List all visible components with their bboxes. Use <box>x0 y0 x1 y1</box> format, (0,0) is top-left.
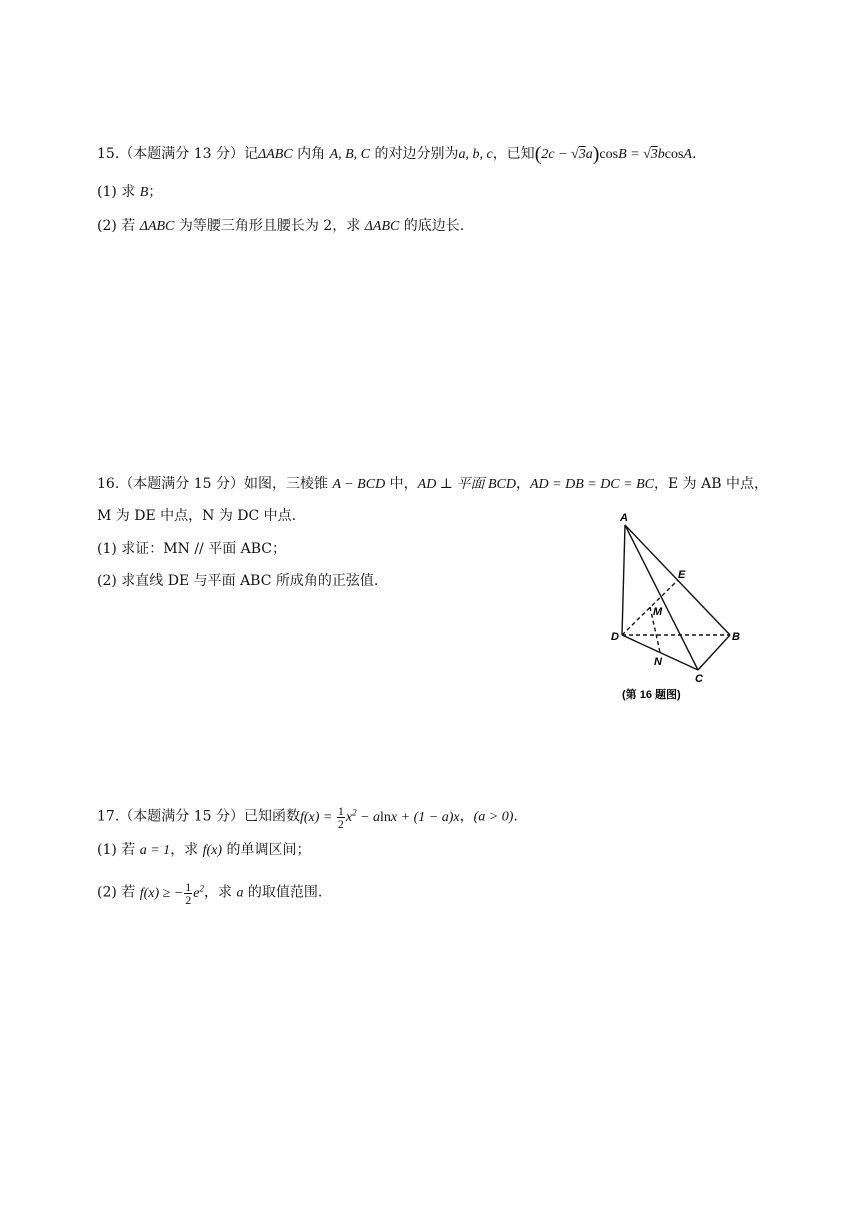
fig-label-m: M <box>653 606 663 618</box>
q17-function-definition: f(x) = $\frac{1}{2}$ $x^2 - alnx + (1 - a)x$ <box>299 803 460 831</box>
fig-label-a: A <box>620 512 628 524</box>
q15-part1: (1) 求 B； <box>97 184 163 200</box>
fig-label-b: B <box>732 631 740 643</box>
fig-label-d: D <box>611 631 619 643</box>
q16-stem-line2: M 为 DE 中点，N 为 DC 中点. <box>97 508 297 524</box>
fig-label-c: C <box>695 673 703 685</box>
q17-stem: 17.（本题满分 15 分）已知函数f(x) = $\frac{1}{2}$ $x^2 - alnx + (1 - a)x$，(a > 0). <box>97 803 518 831</box>
fig-label-e: E <box>678 569 686 581</box>
q16-part1: (1) 求证：MN // 平面 ABC； <box>97 541 287 557</box>
q17-part1: (1) 若 a = 1，求 f(x) 的单调区间； <box>97 842 311 858</box>
fig-caption: (第 16 题图) <box>622 689 681 701</box>
q16-part2: (2) 求直线 DE 与平面 ABC 所成角的正弦值. <box>97 573 379 589</box>
q17-inequality: f(x) ≥ − $\frac{1}{2}$ $e^2$ <box>139 879 205 907</box>
q17-part2: (2) 若 f(x) ≥ − $\frac{1}{2}$ $e^2$，求 a 的取值范围. <box>97 879 323 907</box>
q15-part2: (2) 若 ΔABC 为等腰三角形且腰长为 2，求 ΔABC 的底边长. <box>97 218 465 234</box>
q16-pyramid-figure <box>600 505 760 705</box>
q15-given-equation: (2c − √3a)cosB = √3bcosA <box>534 143 692 165</box>
q15-stem: 15.（本题满分 13 分）记ΔABC 内角 A, B, C 的对边分别为a, b, c，已知(2c − √3a)cosB = √3bcosA. <box>97 143 697 165</box>
fig-label-n: N <box>654 656 662 668</box>
q16-stem: 16.（本题满分 15 分）如图，三棱锥 A − BCD 中，AD ⊥ 平面 BCD，AD = DB = DC = BC，E 为 AB 中点， <box>97 476 768 492</box>
